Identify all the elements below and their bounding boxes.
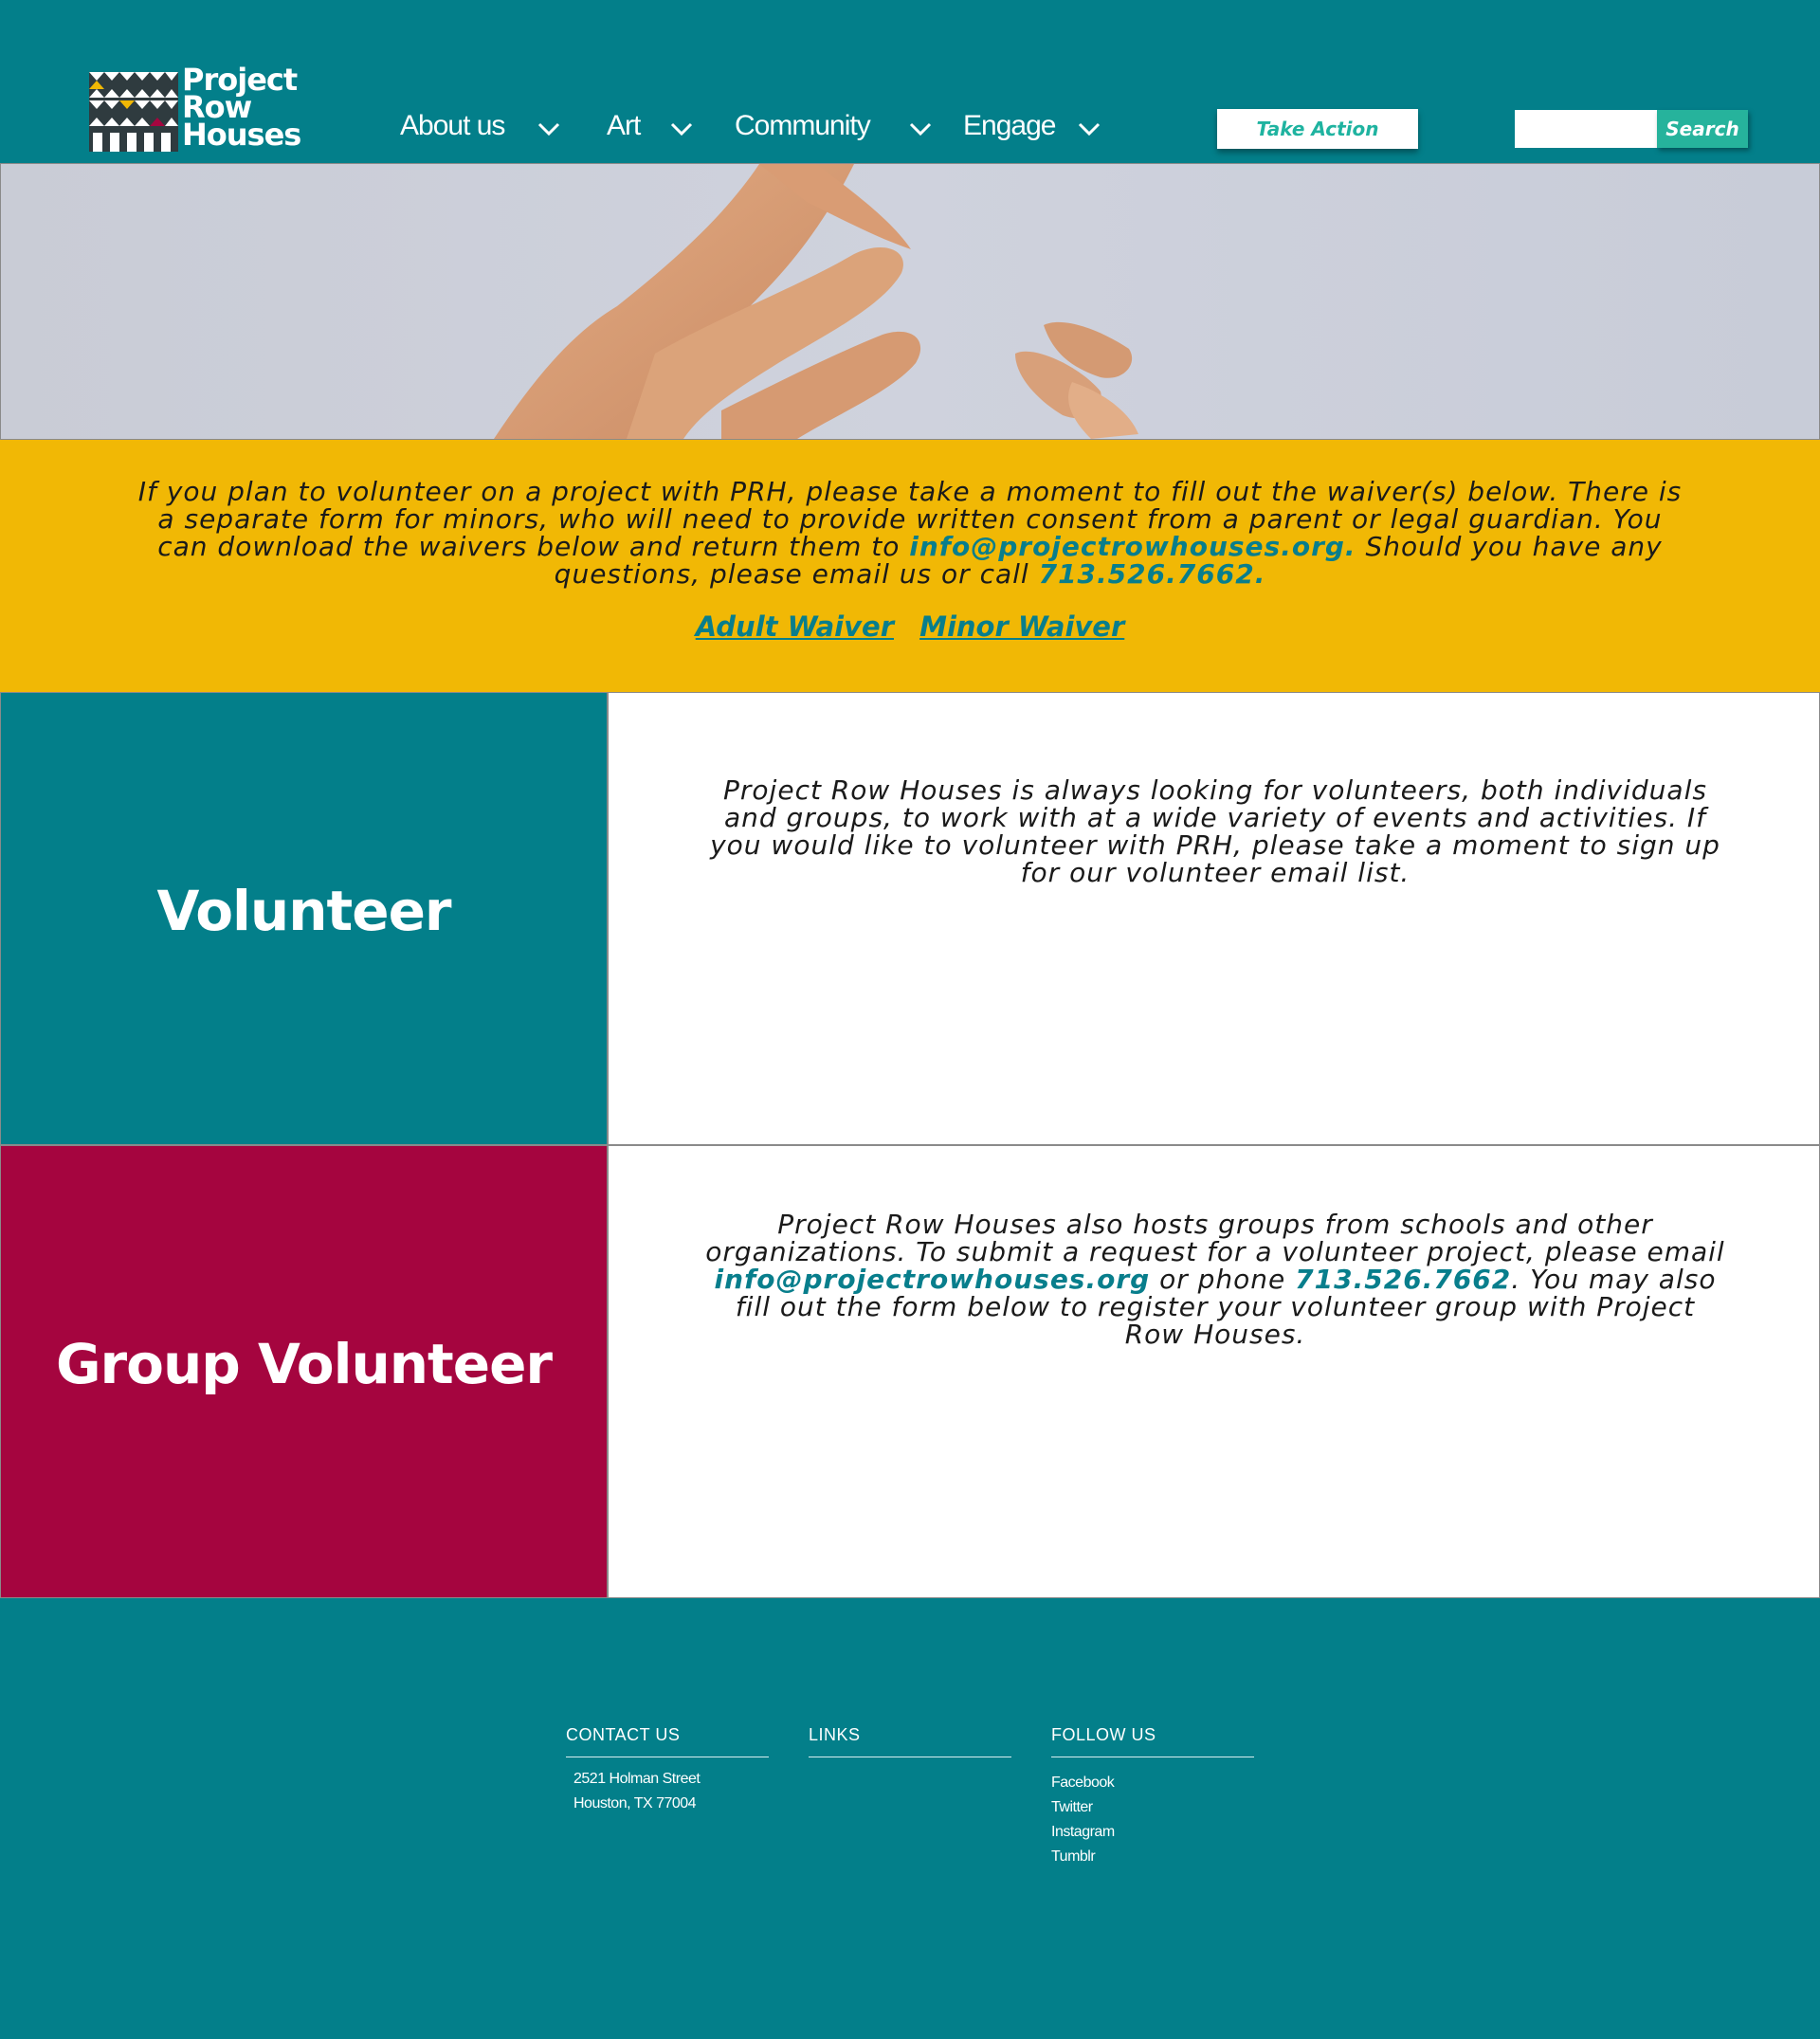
waiver-paragraph	[133, 478, 1687, 588]
waiver-text-intro: If you plan to volunteer on a project with PRH, please take a moment to fill out the waiver(s) below. There is a separate form for minors, who will need to provide written consent from a parent or legal guardian. You can download the waivers below and return them to	[137, 476, 1683, 562]
logo-wordmark	[182, 62, 301, 153]
footer-address-line1: 2521 Holman Street	[573, 1771, 701, 1787]
footer-link-facebook[interactable]: Facebook	[1051, 1775, 1115, 1791]
group-email-link[interactable]: info@projectrowhouses.org	[714, 1264, 1151, 1295]
footer-link-tumblr[interactable]: Tumblr	[1051, 1848, 1096, 1865]
chevron-down-icon[interactable]	[669, 121, 694, 137]
minor-waiver-link[interactable]: Minor Waiver	[919, 610, 1125, 643]
waiver-phone-link[interactable]: 713.526.7662.	[1038, 558, 1266, 590]
search-input[interactable]	[1515, 110, 1657, 148]
site-logo[interactable]	[89, 62, 303, 153]
logo-line-1: Project	[182, 62, 298, 98]
group-text-after: . You may also fill out the form below to register your volunteer group with Project Row Houses.	[735, 1264, 1717, 1350]
take-action-button[interactable]: Take Action	[1217, 109, 1418, 149]
waiver-links	[0, 610, 1820, 643]
waiver-section	[0, 440, 1820, 692]
waiver-text-middle: Should you have any questions, please email us or call	[554, 531, 1663, 590]
group-volunteer-content	[608, 1145, 1820, 1598]
nav-item-engage[interactable]: Engage	[963, 110, 1056, 141]
waiver-email-link[interactable]: info@projectrowhouses.org.	[909, 531, 1356, 562]
footer-links-heading: LINKS	[809, 1725, 861, 1744]
footer-follow-heading: FOLLOW US	[1051, 1725, 1156, 1744]
group-volunteer-title: Group Volunteer	[55, 1332, 553, 1396]
site-header	[0, 0, 1820, 163]
volunteer-text: Project Row Houses is always looking for volunteers, both individuals and groups, to work with at a wide variety of events and activities. If you would like to volunteer with PRH, please take a moment to sign up for our volunteer email list.	[710, 774, 1720, 888]
chevron-down-icon[interactable]	[1077, 121, 1101, 137]
footer-contact-heading: CONTACT US	[566, 1725, 681, 1744]
footer-links	[809, 1725, 1011, 1757]
volunteer-title: Volunteer	[156, 879, 451, 943]
adult-waiver-link[interactable]: Adult Waiver	[695, 610, 894, 643]
group-text-intro: Project Row Houses also hosts groups from schools and other organizations. To submit a request for a volunteer project, please email	[705, 1209, 1725, 1267]
nav-item-about-us[interactable]: About us	[400, 110, 505, 141]
footer-contact	[566, 1725, 769, 1816]
nav-item-art[interactable]: Art	[607, 110, 641, 141]
logo-line-2: Row	[182, 89, 252, 125]
volunteer-panel	[0, 692, 608, 1145]
hero-image	[0, 163, 1820, 440]
search-button[interactable]: Search	[1657, 110, 1748, 148]
footer-follow	[1051, 1725, 1254, 1869]
nav-item-community[interactable]: Community	[735, 110, 870, 141]
footer-link-twitter[interactable]: Twitter	[1051, 1799, 1093, 1815]
group-text-middle: or phone	[1150, 1264, 1296, 1295]
group-phone-link[interactable]: 713.526.7662	[1295, 1264, 1512, 1295]
footer-address-line2: Houston, TX 77004	[573, 1795, 697, 1811]
group-volunteer-text	[703, 1211, 1727, 1348]
logo-pattern-icon	[89, 72, 178, 152]
footer-link-instagram[interactable]: Instagram	[1051, 1824, 1115, 1840]
group-volunteer-panel	[0, 1145, 608, 1598]
chevron-down-icon[interactable]	[537, 121, 561, 137]
volunteer-content	[608, 692, 1820, 1145]
chevron-down-icon[interactable]	[908, 121, 933, 137]
logo-line-3: Houses	[182, 117, 301, 153]
